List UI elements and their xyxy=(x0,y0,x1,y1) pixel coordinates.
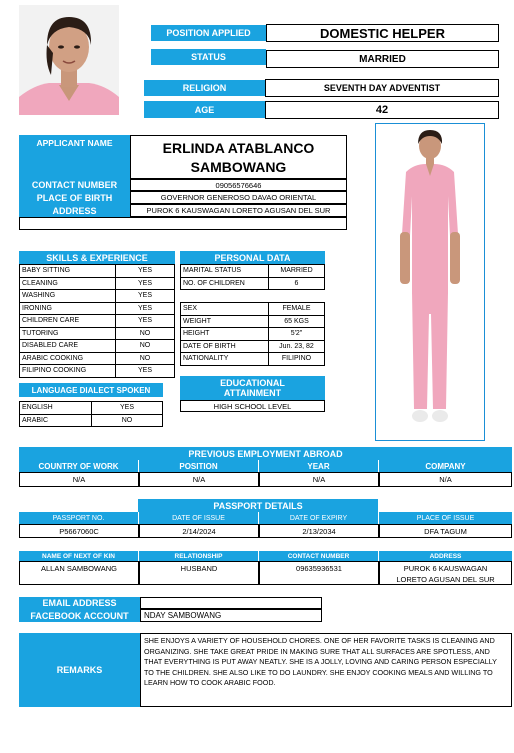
employment-value-row xyxy=(19,472,512,498)
employment-header-company: COMPANY xyxy=(379,460,512,472)
personal-label: MARITAL STATUS xyxy=(181,265,269,278)
education-title-line1: EDUCATIONAL xyxy=(220,378,285,388)
position-applied-value: DOMESTIC HELPER xyxy=(266,24,499,42)
passport-header-expiry: DATE OF EXPIRY xyxy=(259,512,379,524)
kin-address-line1: PUROK 6 KAUSWAGAN xyxy=(403,564,488,573)
passport-value-row xyxy=(19,524,512,538)
skill-value: YES xyxy=(116,265,175,278)
skill-label: WASHING xyxy=(20,290,116,303)
address-label: ADDRESS xyxy=(19,204,130,217)
skill-value: NO xyxy=(116,352,175,365)
kin-contact-value: 09635936531 xyxy=(259,561,379,585)
skills-title: SKILLS & EXPERIENCE xyxy=(19,251,175,264)
contact-number-label: CONTACT NUMBER xyxy=(19,179,130,191)
personal-value: 65 KGS xyxy=(269,315,325,328)
skill-label: DISABLED CARE xyxy=(20,340,116,353)
personal-row xyxy=(181,303,325,316)
passport-header-number: PASSPORT NO. xyxy=(19,512,139,524)
skill-row xyxy=(20,365,175,378)
skill-label: CHILDREN CARE xyxy=(20,315,116,328)
skill-label: ARABIC COOKING xyxy=(20,352,116,365)
kin-name-value: ALLAN SAMBOWANG xyxy=(19,561,139,585)
kin-header-name: NAME OF NEXT OF KIN xyxy=(19,551,139,561)
personal-label: SEX xyxy=(181,303,269,316)
skill-value: YES xyxy=(116,277,175,290)
language-value: NO xyxy=(92,414,163,427)
skill-value: NO xyxy=(116,327,175,340)
headshot-photo xyxy=(19,5,119,115)
personal-row xyxy=(181,315,325,328)
status-value: MARRIED xyxy=(266,50,499,68)
skill-label: FILIPINO COOKING xyxy=(20,365,116,378)
personal-row xyxy=(181,328,325,341)
employment-header-row xyxy=(19,460,512,472)
personal-label: NO. OF CHILDREN xyxy=(181,277,269,290)
skill-row xyxy=(20,302,175,315)
remarks-label: REMARKS xyxy=(19,633,140,707)
email-value xyxy=(140,597,322,609)
passport-number-value: P5667060C xyxy=(19,524,139,538)
passport-place-value: DFA TAGUM xyxy=(379,524,512,538)
language-row xyxy=(20,414,163,427)
employment-header-position: POSITION xyxy=(139,460,259,472)
personal-row xyxy=(181,265,325,278)
age-value: 42 xyxy=(265,101,499,119)
remarks-text: SHE ENJOYS A VARIETY OF HOUSEHOLD CHORES. ONE OF HER FAVORITE TASKS IS CLEANING AND ORGANIZING. SHE TAKE GREAT PRIDE IN MAKING SURE THAT ALL SURFACES ARE SPOTLESS, AND THAT EVERYTHING IS PUT AWAY NEATLY. SHE IS A JOLLY, LOVING AND CARING PERSON ESPECIALLY TO THE CHILDREN. SHE ALSO LIKE TO DO LAUNDRY. SHE ENJOY COOKING MEALS AND WILLING TO LEARN HOW TO COOK ARABIC FOOD. xyxy=(140,633,512,707)
skill-row xyxy=(20,340,175,353)
personal-value: 5'2" xyxy=(269,328,325,341)
personal-data-table-top xyxy=(180,264,325,290)
employment-country-value: N/A xyxy=(19,472,139,487)
education-title-line2: ATTAINMENT xyxy=(223,388,282,398)
email-label: EMAIL ADDRESS xyxy=(19,597,140,609)
applicant-name-value xyxy=(130,135,347,179)
personal-value: FEMALE xyxy=(269,303,325,316)
contact-number-value: 09056576646 xyxy=(130,179,347,191)
address-value: PUROK 6 KAUSWAGAN LORETO AGUSAN DEL SUR xyxy=(130,204,347,217)
skill-label: TUTORING xyxy=(20,327,116,340)
passport-issue-value: 2/14/2024 xyxy=(139,524,259,538)
personal-value: Jun. 23, 82 xyxy=(269,340,325,353)
skills-table xyxy=(19,264,175,378)
passport-header-issue: DATE OF ISSUE xyxy=(139,512,259,524)
personal-value: MARRIED xyxy=(269,265,325,278)
employment-year-value: N/A xyxy=(259,472,379,487)
kin-header-relationship: RELATIONSHIP xyxy=(139,551,259,561)
skill-label: IRONING xyxy=(20,302,116,315)
passport-title: PASSPORT DETAILS xyxy=(138,499,378,512)
applicant-name-line1: ERLINDA ATABLANCO xyxy=(162,140,315,156)
passport-header-place: PLACE OF ISSUE xyxy=(379,512,512,524)
religion-value: SEVENTH DAY ADVENTIST xyxy=(265,79,499,97)
full-body-photo xyxy=(375,123,485,441)
personal-row xyxy=(181,277,325,290)
skill-value: YES xyxy=(116,315,175,328)
place-of-birth-value: GOVERNOR GENEROSO DAVAO ORIENTAL xyxy=(130,191,347,204)
language-label: ARABIC xyxy=(20,414,92,427)
skill-label: CLEANING xyxy=(20,277,116,290)
personal-value: FILIPINO xyxy=(269,353,325,366)
skill-row xyxy=(20,277,175,290)
passport-expiry-value: 2/13/2034 xyxy=(259,524,379,538)
language-label: ENGLISH xyxy=(20,402,92,415)
skill-value: YES xyxy=(116,365,175,378)
kin-relationship-value: HUSBAND xyxy=(139,561,259,585)
personal-label: DATE OF BIRTH xyxy=(181,340,269,353)
language-title: LANGUAGE DIALECT SPOKEN xyxy=(19,383,163,397)
kin-header-contact: CONTACT NUMBER xyxy=(259,551,379,561)
kin-address-value xyxy=(379,561,512,585)
skill-row xyxy=(20,315,175,328)
kin-header-row xyxy=(19,551,512,561)
personal-value: 6 xyxy=(269,277,325,290)
status-label: STATUS xyxy=(151,49,266,65)
skill-row xyxy=(20,327,175,340)
skill-value: YES xyxy=(116,290,175,303)
personal-row xyxy=(181,340,325,353)
personal-label: NATIONALITY xyxy=(181,353,269,366)
facebook-label: FACEBOOK ACCOUNT xyxy=(19,609,140,622)
language-row xyxy=(20,402,163,415)
skill-row xyxy=(20,352,175,365)
place-of-birth-label: PLACE OF BIRTH xyxy=(19,191,130,204)
language-table xyxy=(19,401,163,427)
skill-row xyxy=(20,290,175,303)
education-title xyxy=(180,376,325,400)
position-applied-label: POSITION APPLIED xyxy=(151,25,266,41)
skill-value: YES xyxy=(116,302,175,315)
applicant-name-line2: SAMBOWANG xyxy=(190,159,287,175)
personal-label: WEIGHT xyxy=(181,315,269,328)
religion-label: RELIGION xyxy=(144,80,265,96)
personal-label: HEIGHT xyxy=(181,328,269,341)
personal-data-table-bottom xyxy=(180,302,325,366)
skill-row xyxy=(20,265,175,278)
passport-header-row xyxy=(19,512,512,524)
personal-row xyxy=(181,353,325,366)
address-extra-row xyxy=(19,217,347,230)
employment-position-value: N/A xyxy=(139,472,259,487)
facebook-value: NDAY SAMBOWANG xyxy=(140,609,322,622)
language-value: YES xyxy=(92,402,163,415)
employment-header-country: COUNTRY OF WORK xyxy=(19,460,139,472)
personal-data-title: PERSONAL DATA xyxy=(180,251,325,264)
employment-company-value: N/A xyxy=(379,472,512,487)
employment-title: PREVIOUS EMPLOYMENT ABROAD xyxy=(19,447,512,460)
employment-header-year: YEAR xyxy=(259,460,379,472)
kin-header-address: ADDRESS xyxy=(379,551,512,561)
applicant-name-label: APPLICANT NAME xyxy=(19,135,130,179)
skill-value: NO xyxy=(116,340,175,353)
skill-label: BABY SITTING xyxy=(20,265,116,278)
kin-address-line2: LORETO AGUSAN DEL SUR xyxy=(396,575,495,584)
age-label: AGE xyxy=(144,101,265,118)
kin-value-row xyxy=(19,561,512,585)
education-value: HIGH SCHOOL LEVEL xyxy=(180,400,325,412)
